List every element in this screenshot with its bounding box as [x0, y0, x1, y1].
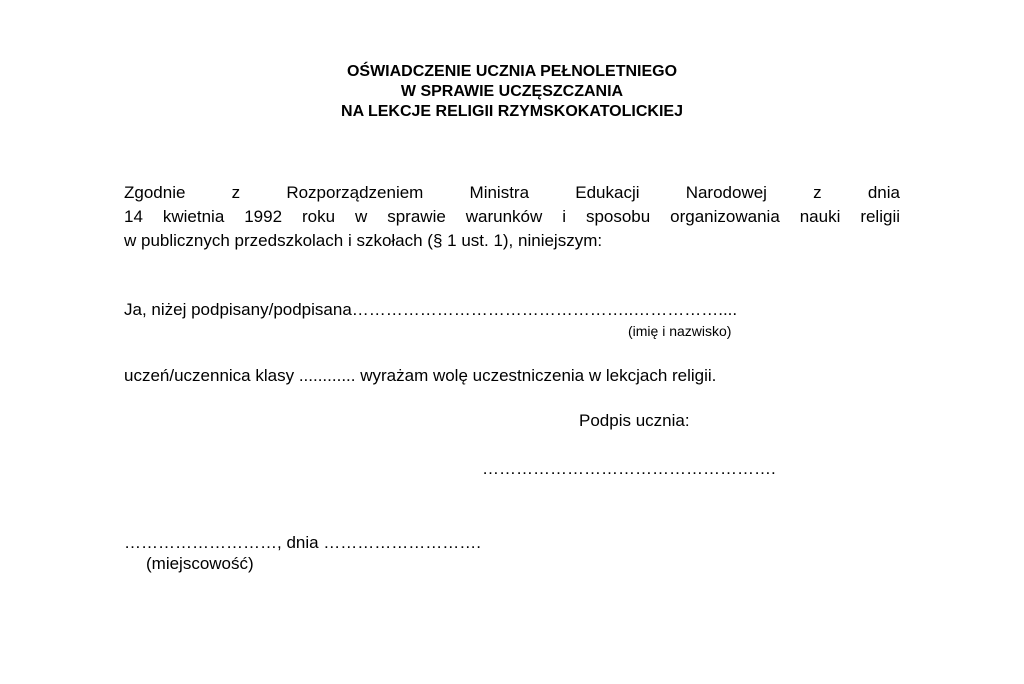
intro-line-1: Zgodnie z Rozporządzeniem Ministra Edukacji Narodowej z dnia	[124, 183, 900, 202]
place-caption: (miejscowość)	[146, 554, 254, 573]
title-line-3: NA LEKCJE RELIGII RZYMSKOKATOLICKIEJ	[341, 103, 683, 120]
class-statement: uczeń/uczennica klasy ............ wyrażam wolę uczestniczenia w lekcjach religii.	[124, 366, 717, 385]
intro-line-3: w publicznych przedszkolach i szkołach (§ 1 ust. 1), niniejszym:	[124, 231, 603, 250]
declaration-name-line: Ja, niżej podpisany/podpisana…………………………………………..……………....	[124, 300, 738, 319]
name-caption: (imię i nazwisko)	[628, 323, 732, 339]
place-date-line: ………………………, dnia ……………………….	[124, 533, 482, 552]
intro-paragraph	[124, 181, 900, 253]
intro-line-2: 14 kwietnia 1992 roku w sprawie warunków i sposobu organizowania nauki religii	[124, 207, 900, 226]
signature-label: Podpis ucznia:	[579, 411, 690, 430]
document-title	[0, 62, 1024, 122]
title-line-2: W SPRAWIE UCZĘSZCZANIA	[400, 83, 624, 100]
title-line-1: OŚWIADCZENIE UCZNIA PEŁNOLETNIEGO	[346, 63, 678, 80]
signature-line: …………………………………………….	[482, 459, 776, 478]
